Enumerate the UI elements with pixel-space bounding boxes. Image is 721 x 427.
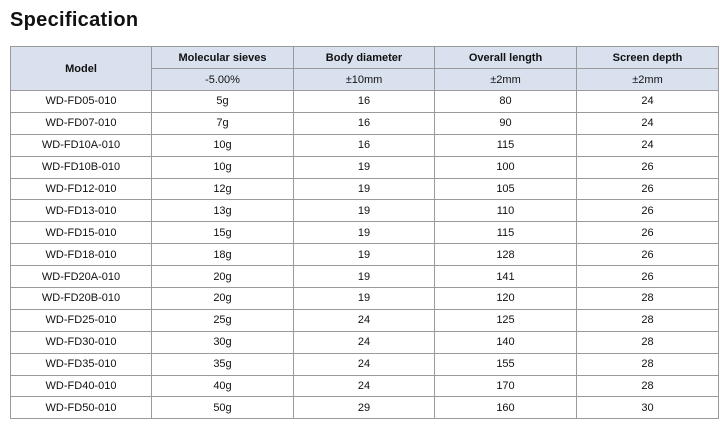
cell-model: WD-FD13-010 [11,200,152,222]
cell-overall-length: 105 [435,178,577,200]
cell-overall-length: 140 [435,331,577,353]
header-screen-depth: Screen depth [577,47,719,69]
cell-body-diameter: 24 [294,309,435,331]
cell-molecular-sieves: 13g [152,200,294,222]
cell-body-diameter: 19 [294,222,435,244]
table-row [11,353,719,375]
cell-screen-depth: 26 [577,200,719,222]
cell-molecular-sieves: 35g [152,353,294,375]
cell-body-diameter: 19 [294,200,435,222]
cell-model: WD-FD30-010 [11,331,152,353]
cell-body-diameter: 19 [294,156,435,178]
cell-screen-depth: 26 [577,266,719,288]
cell-molecular-sieves: 7g [152,112,294,134]
cell-screen-depth: 28 [577,331,719,353]
table-row [11,200,719,222]
cell-body-diameter: 16 [294,134,435,156]
table-header [11,47,719,91]
table-row [11,331,719,353]
cell-model: WD-FD12-010 [11,178,152,200]
cell-overall-length: 115 [435,222,577,244]
cell-body-diameter: 24 [294,353,435,375]
cell-molecular-sieves: 30g [152,331,294,353]
cell-screen-depth: 26 [577,178,719,200]
cell-screen-depth: 24 [577,134,719,156]
cell-screen-depth: 26 [577,156,719,178]
cell-screen-depth: 24 [577,91,719,113]
cell-model: WD-FD15-010 [11,222,152,244]
cell-body-diameter: 19 [294,244,435,266]
cell-screen-depth: 26 [577,244,719,266]
cell-overall-length: 128 [435,244,577,266]
table-row [11,309,719,331]
cell-overall-length: 120 [435,288,577,310]
tolerance-body-diameter: ±10mm [294,69,435,91]
cell-body-diameter: 19 [294,266,435,288]
cell-body-diameter: 16 [294,112,435,134]
cell-model: WD-FD10B-010 [11,156,152,178]
tolerance-overall-length: ±2mm [435,69,577,91]
cell-molecular-sieves: 50g [152,397,294,419]
cell-body-diameter: 24 [294,331,435,353]
table-row [11,397,719,419]
cell-screen-depth: 24 [577,112,719,134]
table-body [11,91,719,419]
cell-model: WD-FD40-010 [11,375,152,397]
cell-model: WD-FD25-010 [11,309,152,331]
cell-overall-length: 155 [435,353,577,375]
cell-molecular-sieves: 10g [152,156,294,178]
cell-screen-depth: 26 [577,222,719,244]
cell-model: WD-FD05-010 [11,91,152,113]
table-row [11,112,719,134]
header-body-diameter: Body diameter [294,47,435,69]
cell-overall-length: 100 [435,156,577,178]
cell-screen-depth: 28 [577,288,719,310]
cell-molecular-sieves: 12g [152,178,294,200]
cell-molecular-sieves: 10g [152,134,294,156]
cell-screen-depth: 28 [577,309,719,331]
header-molecular-sieves: Molecular sieves [152,47,294,69]
tolerance-screen-depth: ±2mm [577,69,719,91]
page-title: Specification [10,9,139,31]
cell-overall-length: 80 [435,91,577,113]
table-row [11,244,719,266]
cell-overall-length: 110 [435,200,577,222]
cell-model: WD-FD35-010 [11,353,152,375]
cell-model: WD-FD20A-010 [11,266,152,288]
cell-body-diameter: 19 [294,288,435,310]
cell-molecular-sieves: 5g [152,91,294,113]
cell-body-diameter: 29 [294,397,435,419]
cell-model: WD-FD10A-010 [11,134,152,156]
cell-body-diameter: 16 [294,91,435,113]
table-row [11,288,719,310]
cell-overall-length: 125 [435,309,577,331]
table-row [11,222,719,244]
table-row [11,266,719,288]
cell-body-diameter: 24 [294,375,435,397]
cell-screen-depth: 28 [577,353,719,375]
table-row [11,178,719,200]
table-row [11,134,719,156]
cell-molecular-sieves: 20g [152,266,294,288]
header-row [11,47,719,69]
cell-overall-length: 115 [435,134,577,156]
cell-screen-depth: 28 [577,375,719,397]
cell-model: WD-FD20B-010 [11,288,152,310]
cell-overall-length: 90 [435,112,577,134]
table-row [11,91,719,113]
table-row [11,375,719,397]
tolerance-molecular-sieves: -5.00% [152,69,294,91]
cell-overall-length: 160 [435,397,577,419]
cell-model: WD-FD50-010 [11,397,152,419]
cell-model: WD-FD18-010 [11,244,152,266]
cell-molecular-sieves: 18g [152,244,294,266]
cell-body-diameter: 19 [294,178,435,200]
header-overall-length: Overall length [435,47,577,69]
cell-molecular-sieves: 40g [152,375,294,397]
table-row [11,156,719,178]
cell-model: WD-FD07-010 [11,112,152,134]
specification-table [10,46,719,419]
cell-molecular-sieves: 25g [152,309,294,331]
cell-overall-length: 141 [435,266,577,288]
cell-overall-length: 170 [435,375,577,397]
header-model: Model [11,47,152,91]
cell-molecular-sieves: 15g [152,222,294,244]
cell-screen-depth: 30 [577,397,719,419]
cell-molecular-sieves: 20g [152,288,294,310]
